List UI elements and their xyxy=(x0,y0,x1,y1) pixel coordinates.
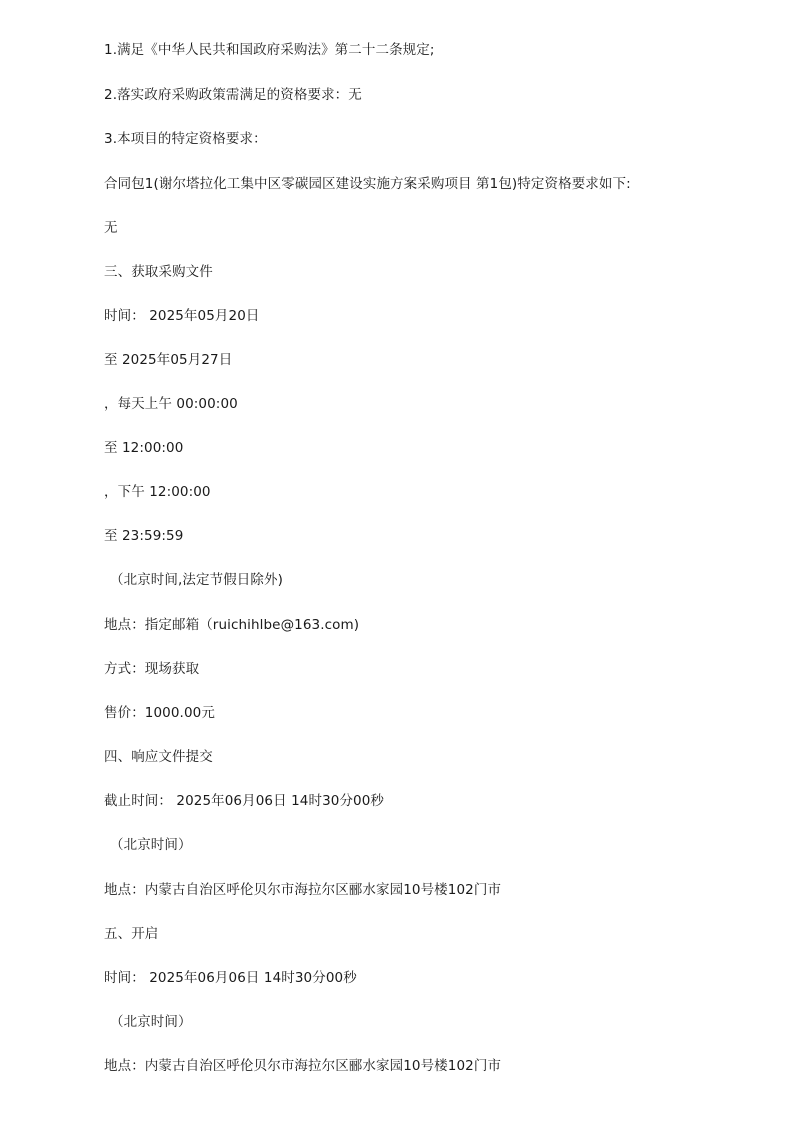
submission-deadline: 截止时间： 2025年06月06日 14时30分00秒 xyxy=(104,793,385,809)
requirement-none: 无 xyxy=(104,220,118,236)
obtain-method: 方式：现场获取 xyxy=(104,661,200,677)
morning-start-time: ，每天上午 00:00:00 xyxy=(104,396,238,412)
submission-time-zone: （北京时间） xyxy=(110,837,192,853)
opening-time: 时间： 2025年06月06日 14时30分00秒 xyxy=(104,970,357,986)
obtain-end-date: 至 2025年05月27日 xyxy=(104,352,233,368)
morning-end-time: 至 12:00:00 xyxy=(104,440,184,456)
qualification-item-2: 2.落实政府采购政策需满足的资格要求：无 xyxy=(104,87,362,103)
document-price: 售价：1000.00元 xyxy=(104,705,215,721)
section-heading-obtain-documents: 三、获取采购文件 xyxy=(104,264,213,280)
contract-package-requirement: 合同包1(谢尔塔拉化工集中区零碳园区建设实施方案采购项目 第1包)特定资格要求如下: xyxy=(104,176,631,192)
qualification-item-3: 3.本项目的特定资格要求： xyxy=(104,131,267,147)
opening-time-zone: （北京时间） xyxy=(110,1014,192,1030)
afternoon-start-time: ，下午 12:00:00 xyxy=(104,484,211,500)
opening-location: 地点：内蒙古自治区呼伦贝尔市海拉尔区郦水家园10号楼102门市 xyxy=(104,1058,502,1074)
obtain-start-date: 时间： 2025年05月20日 xyxy=(104,308,260,324)
beijing-time-note: （北京时间,法定节假日除外) xyxy=(110,572,283,588)
obtain-location: 地点：指定邮箱（ruichihlbe@163.com) xyxy=(104,617,360,633)
qualification-item-1: 1.满足《中华人民共和国政府采购法》第二十二条规定; xyxy=(104,42,435,58)
afternoon-end-time: 至 23:59:59 xyxy=(104,528,184,544)
section-heading-opening: 五、开启 xyxy=(104,926,159,942)
submission-location: 地点：内蒙古自治区呼伦贝尔市海拉尔区郦水家园10号楼102门市 xyxy=(104,882,502,898)
section-heading-submission: 四、响应文件提交 xyxy=(104,749,213,765)
